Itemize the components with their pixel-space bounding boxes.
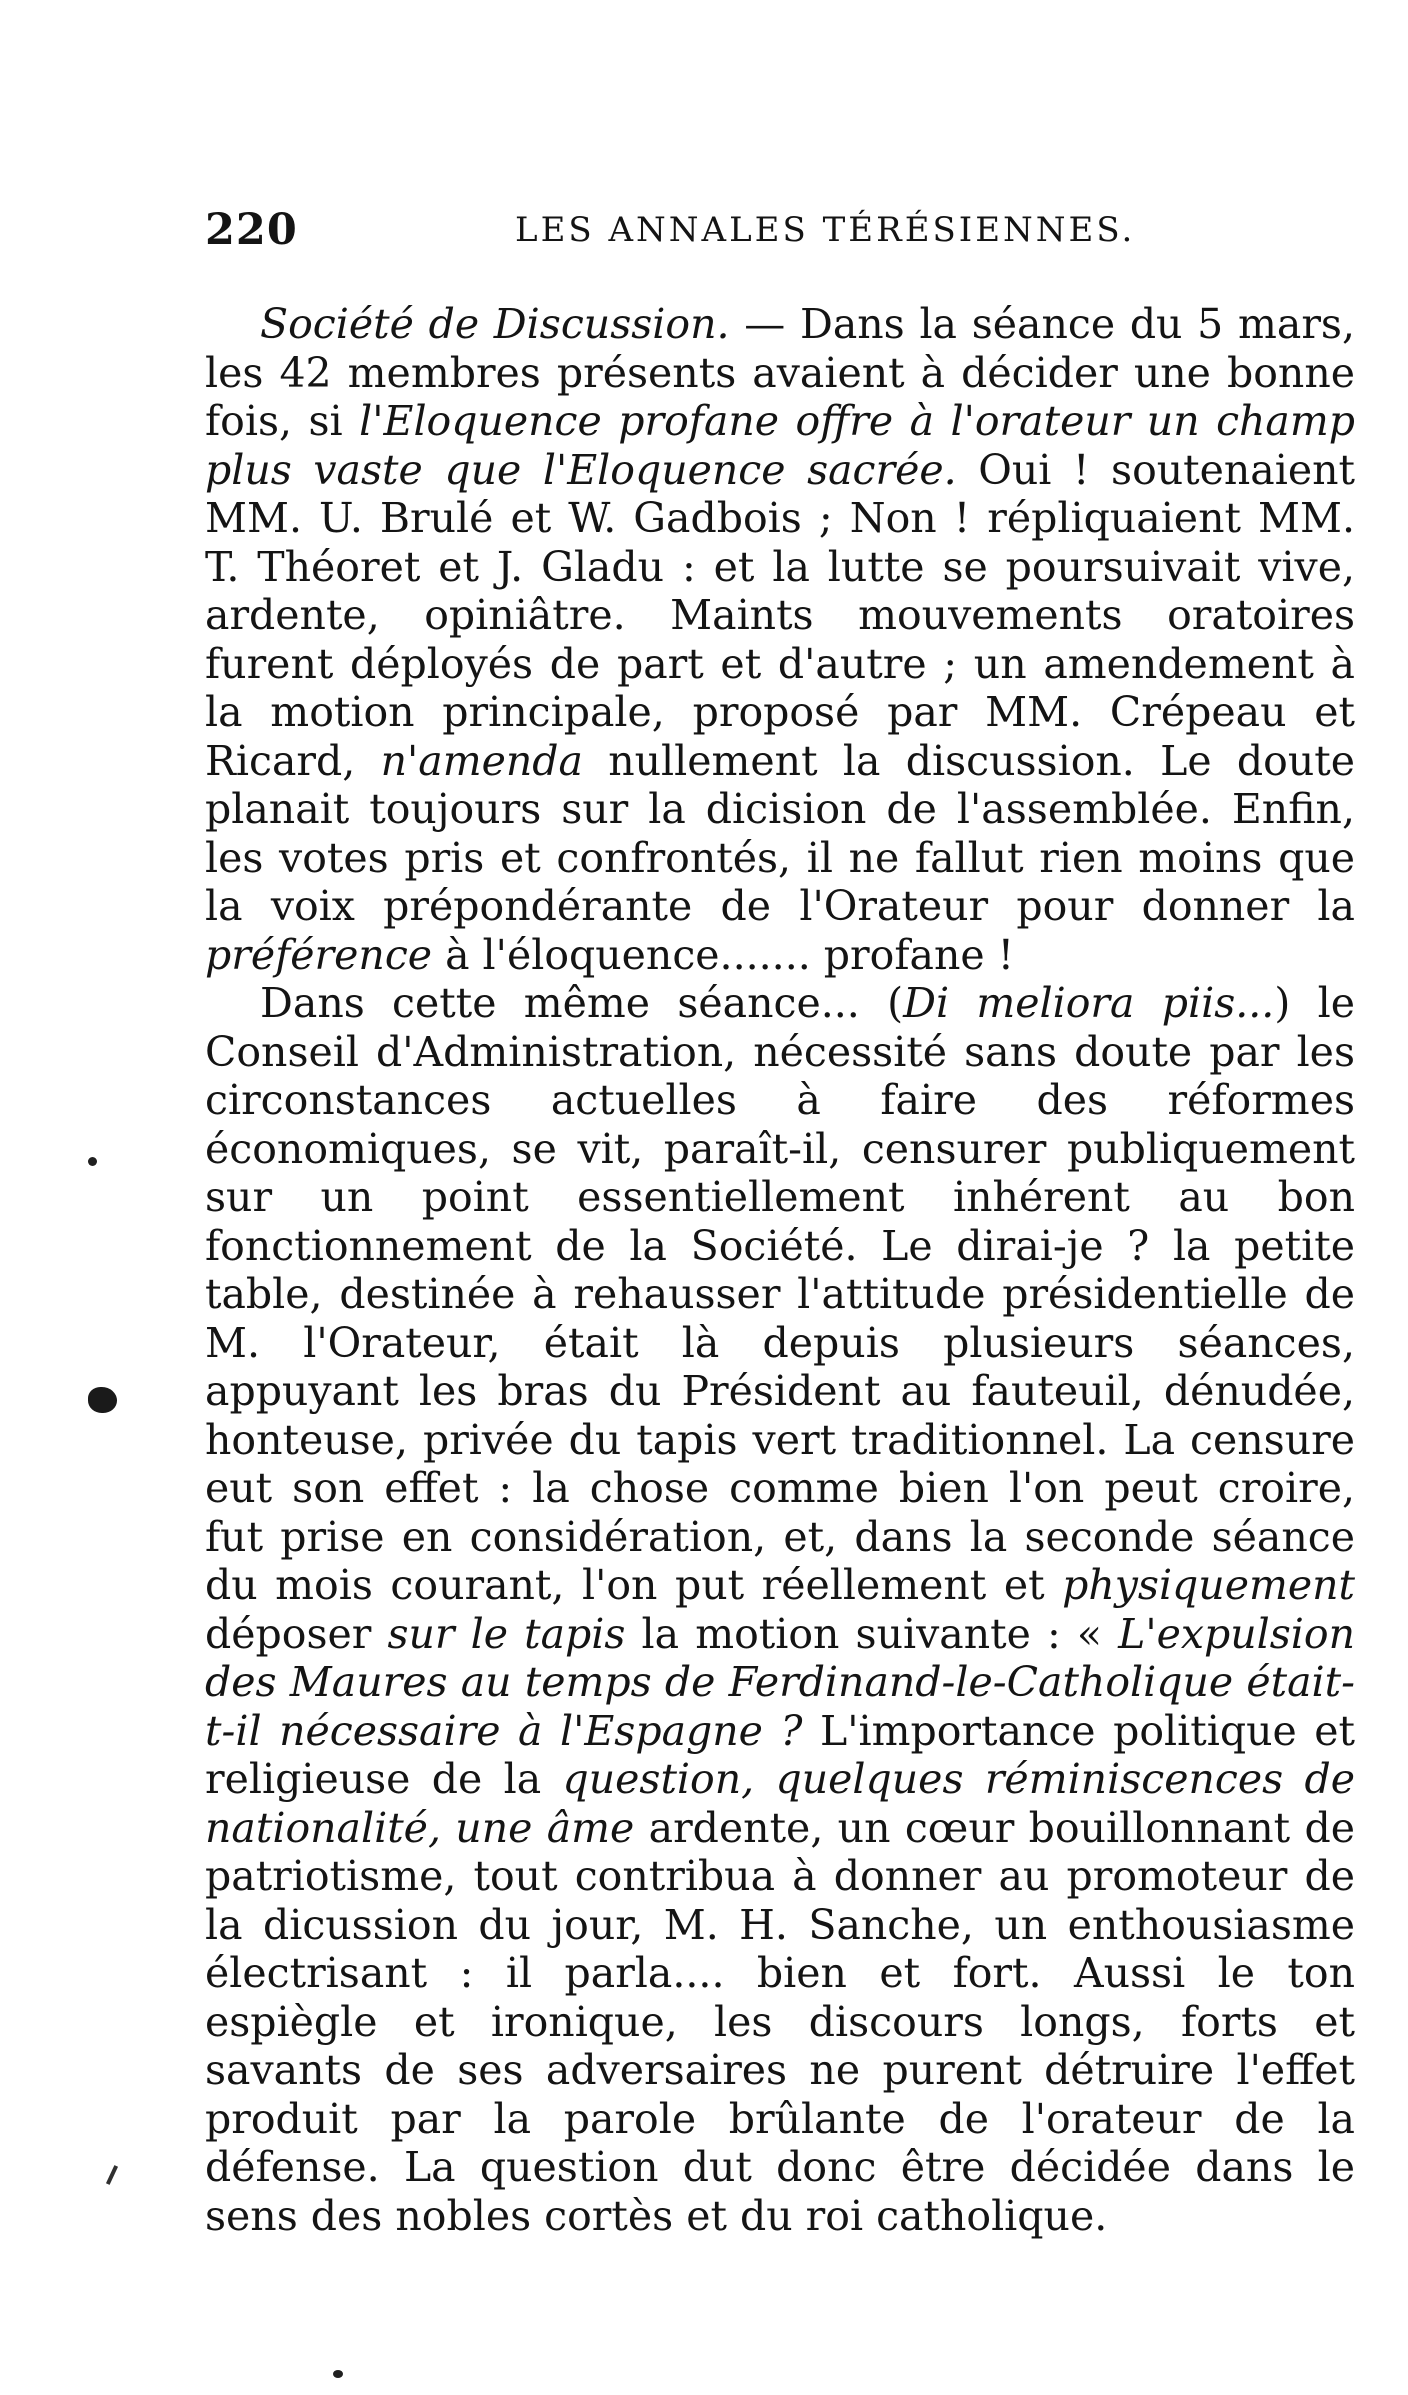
italic-run: sur le tapis [387,1609,626,1658]
text-run: ) le Conseil d'Administration, nécessité sans doute par les circonstances actuelles à faire des réformes économiques, se vit, paraît-il, censurer publiquement sur un point essentiellement inhérent au bon fonctionnement de la Société. Le dirai-je ? la petite table, destinée à rehausser l'attitude présidentielle de M. l'Orateur, était là depuis plusieurs séances, appuyant les bras du Président au fauteuil, dénudée, honteuse, privée du tapis vert traditionnel. La censure eut son effet : la chose comme bien l'on peut croire, fut prise en considération, et, dans la seconde séance du mois courant, l'on put réellement et [205,979,1355,1609]
text-run: — Dans la séance du 5 mars, les 42 membres présents avaient à décider une bonne fois, si [205,300,1355,445]
ink-speck [333,2370,343,2378]
text-run: L'importance politique et religieuse de la [205,1706,1355,1803]
section-lead: Société de Discussion. [260,300,730,348]
page-header [205,200,1355,260]
italic-run: question, quelques réminiscences de nationalité, une âme [205,1755,1355,1852]
ink-blot [88,1387,117,1413]
page-number: 220 [205,205,298,255]
text-run: nullement la discussion. Le doute planait toujours sur la dicision de l'assemblée. Enfin, les votes pris et confrontés, il ne fallut rien moins que la voix prépondérante de l'Orateur pour donner la [205,736,1355,930]
text-run: Dans cette même séance... ( [260,979,904,1027]
italic-run: n'amenda [380,736,583,785]
paragraph-meme-seance [205,979,1355,2240]
italic-run: Di meliora piis... [903,979,1275,1027]
text-run: Oui ! soutenaient MM. U. Brulé et W. Gadbois ; Non ! répliquaient MM. T. Théoret et J. Gladu : et la lutte se poursuivait vive, ardente, opiniâtre. Maints mouvements oratoires furent déployés de part et d'autre ; un amendement à la motion principale, proposé par MM. Crépeau et Ricard, [205,445,1356,785]
italic-run: physiquement [1062,1561,1355,1609]
text-run: à l'éloquence....... profane ! [432,930,1015,979]
paragraph-societe-discussion [205,300,1355,979]
body-text [205,300,1355,2240]
text-run: ardente, un cœur bouillonnant de patriotisme, tout contribua à donner au promoteur de la dicussion du jour, M. H. Sanche, un enthousiasme électrisant : il parla.... bien et fort. Aussi le ton espiègle et ironique, les discours longs, forts et savants de ses adversaires ne purent détruire l'effet produit par la parole brûlante de l'orateur de la défense. La question dut donc être décidée dans le sens des nobles cortès et du roi catholique. [205,1803,1355,2240]
italic-run: L'expulsion des Maures au temps de Ferdinand-le-Catholique était-t-il nécessaire à l'Espagne ? [205,1609,1355,1755]
italic-run: l'Eloquence profane offre à l'orateur un champ plus vaste que l'Eloquence sacrée. [205,397,1356,494]
ink-speck [88,1157,97,1166]
text-run: déposer [205,1609,388,1658]
text-run: la motion suivante : « [625,1609,1119,1658]
italic-run: préférence [205,930,433,979]
ink-mark [106,2165,118,2185]
running-head: LES ANNALES TÉRÉSIENNES. [515,210,1136,250]
